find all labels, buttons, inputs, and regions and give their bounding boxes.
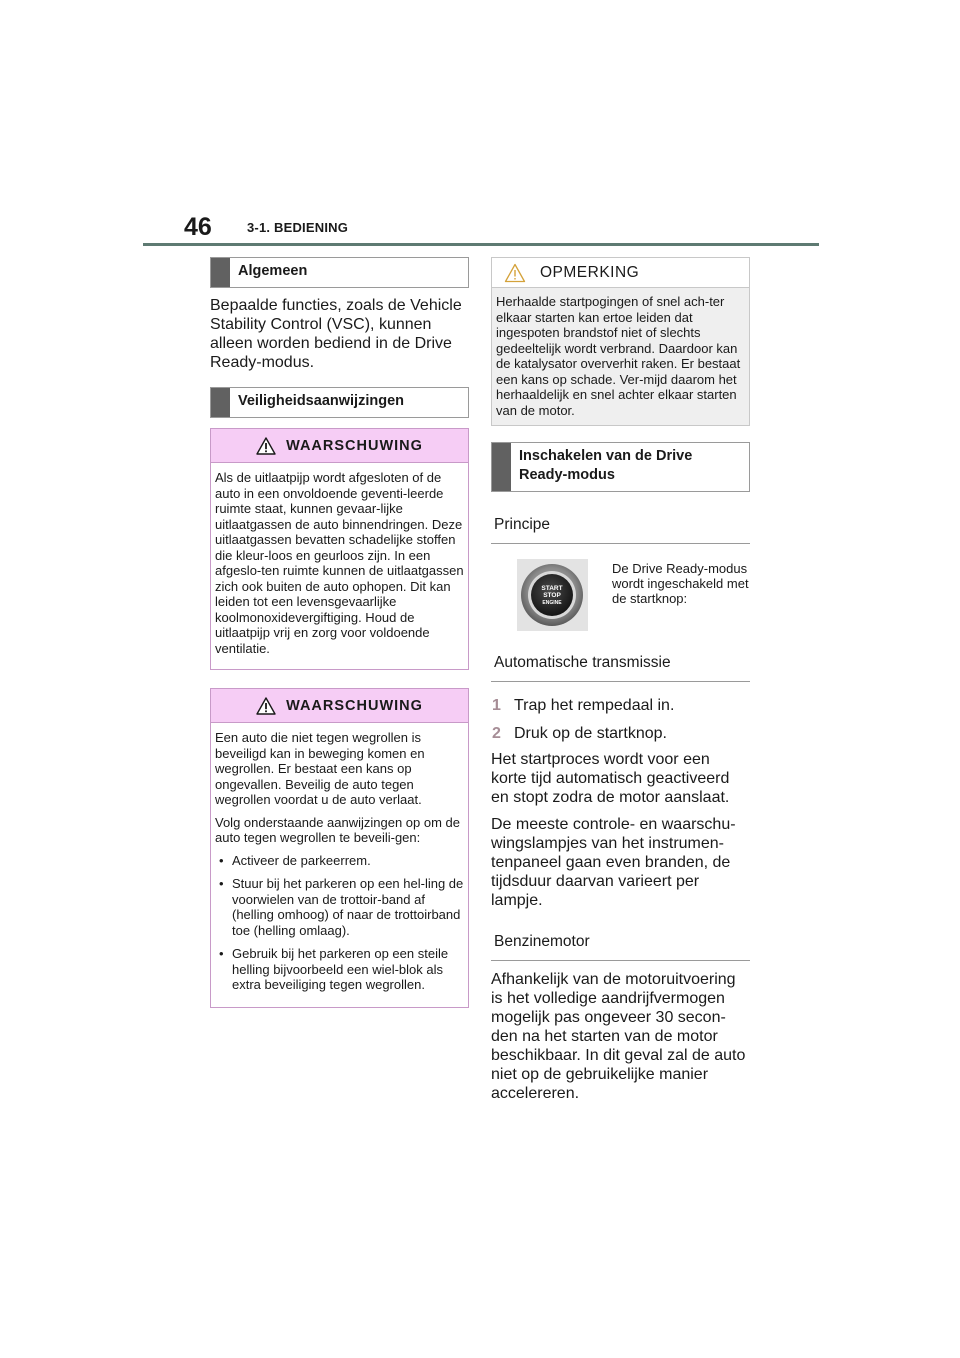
warning-box-rolling <box>210 688 469 1008</box>
subheading-automatic-transmission: Automatische transmissie <box>491 654 750 682</box>
note-title: OPMERKING <box>540 263 640 281</box>
list-item <box>491 696 750 715</box>
page-number: 46 <box>184 213 212 241</box>
list-item: • Activeer de parkeerrem. <box>215 853 464 869</box>
warning-lamps-text: De meeste controle- en waarschu-wingslampjes van het instrumen-tenpaneel gaan even branden, de tijdsduur daarvan varieert per lampje. <box>491 816 736 909</box>
subheading-petrol-engine: Benzinemotor <box>491 933 750 961</box>
warning-body <box>211 723 468 1007</box>
warning-text: Als de uitlaatpijp wordt afgesloten of de auto in een onvoldoende geventi-leerde ruimte staat, kunnen gevaar-lijke uitlaatgassen de auto binnendringen. Deze uitlaatgassen bevatten schadelijke stoffen die kleur-loos en geurloos zijn. In een afgeslo-ten ruimte kunnen de uitlaatgassen zich ook buiten de auto ophopen. Dit kan leiden tot een levensgevaarlijke koolmonoxidevergiftiging. Houd de uitlaatpijp vrij en zorg voor voldoende ventilatie. <box>215 470 464 656</box>
note-box <box>491 257 750 426</box>
note-body: Herhaalde startpogingen of snel ach-ter elkaar starten kan ertoe leiden dat ingespoten brandstof niet of slechts gedeeltelijk wordt verbrand. Daardoor kan de katalysator oververhit raken. Er bestaat een kans op schade. Ver-mijd daarom het herhaaldelijk en snel achter elkaar starten van de motor. <box>492 288 749 425</box>
step-number: 2 <box>492 725 501 742</box>
warning-title: WAARSCHUWING <box>286 697 423 714</box>
note-header <box>492 258 749 288</box>
heading-bar <box>211 388 230 417</box>
button-label-start: START <box>541 585 564 592</box>
start-button-image <box>517 559 588 631</box>
petrol-engine-text: Afhankelijk van de motoruitvoering is het volledige aandrijfvermogen mogelijk pas ongeveer 30 secon-den na het starten van de motor beschikbaar. In dit geval zal de auto niet op de gebruikelijke manier accelereren. <box>491 971 746 1102</box>
heading-bar <box>492 443 511 491</box>
warning-header <box>211 429 468 463</box>
heading-bar <box>211 258 230 287</box>
warning-triangle-icon <box>256 437 276 455</box>
subheading-principe: Principe <box>491 516 750 544</box>
warning-box-exhaust <box>210 428 469 670</box>
section-heading-label: Veiligheidsaanwijzingen <box>238 393 404 409</box>
start-process-text: Het startproces wordt voor een korte tijd automatisch geactiveerd en stopt zodra de motor aanslaat. <box>491 751 730 806</box>
section-heading-label: Inschakelen van de Drive Ready-modus <box>519 448 693 483</box>
warning-body <box>211 463 468 669</box>
section-heading-safety <box>210 387 469 418</box>
chapter-title: 3-1. BEDIENING <box>247 220 349 235</box>
list-item <box>491 724 750 743</box>
principle-row <box>491 559 750 631</box>
warning-title: WAARSCHUWING <box>286 437 423 454</box>
section-heading-algemeen <box>210 257 469 288</box>
step-text: Druk op de startknop. <box>514 725 667 742</box>
start-stop-button-icon <box>519 562 585 628</box>
list-item: • Gebruik bij het parkeren op een steile helling bijvoorbeeld een wiel-blok als extra beveiliging tegen wegrollen. <box>215 946 464 993</box>
left-column <box>210 257 469 1008</box>
section-heading-drive-ready <box>491 442 750 492</box>
warning-text: Volg onderstaande aanwijzingen op om de auto tegen wegrollen te beveili-gen: <box>215 814 461 845</box>
warning-text: Een auto die niet tegen wegrollen is beveiligd kan in beweging komen en wegrollen. Er bestaat een kans op ongevallen. Beveilig de auto tegen wegrollen voordat u de auto verlaat. <box>215 730 425 807</box>
list-item: • Stuur bij het parkeren op een hel-ling de voorwielen van de trottoir-band af (helling omhoog) of naar de trottoirband toe (helling omlaag). <box>215 876 464 938</box>
header-rule <box>143 243 819 246</box>
warning-header <box>211 689 468 723</box>
warning-triangle-icon <box>256 697 276 715</box>
button-label-engine: ENGINE <box>542 600 563 606</box>
step-text: Trap het rempedaal in. <box>514 697 675 714</box>
warning-bullet-list <box>215 853 464 993</box>
right-column <box>491 257 750 1103</box>
algemeen-text: Bepaalde functies, zoals de Vehicle Stability Control (VSC), kunnen alleen worden bediend in de Drive Ready-modus. <box>210 297 462 371</box>
step-list <box>491 696 750 743</box>
step-number: 1 <box>492 697 501 714</box>
section-heading-label: Algemeen <box>238 263 308 279</box>
principle-text: De Drive Ready-modus wordt ingeschakeld met de startknop: <box>611 561 749 606</box>
caution-triangle-icon <box>504 263 526 283</box>
button-label-stop: STOP <box>543 592 562 599</box>
